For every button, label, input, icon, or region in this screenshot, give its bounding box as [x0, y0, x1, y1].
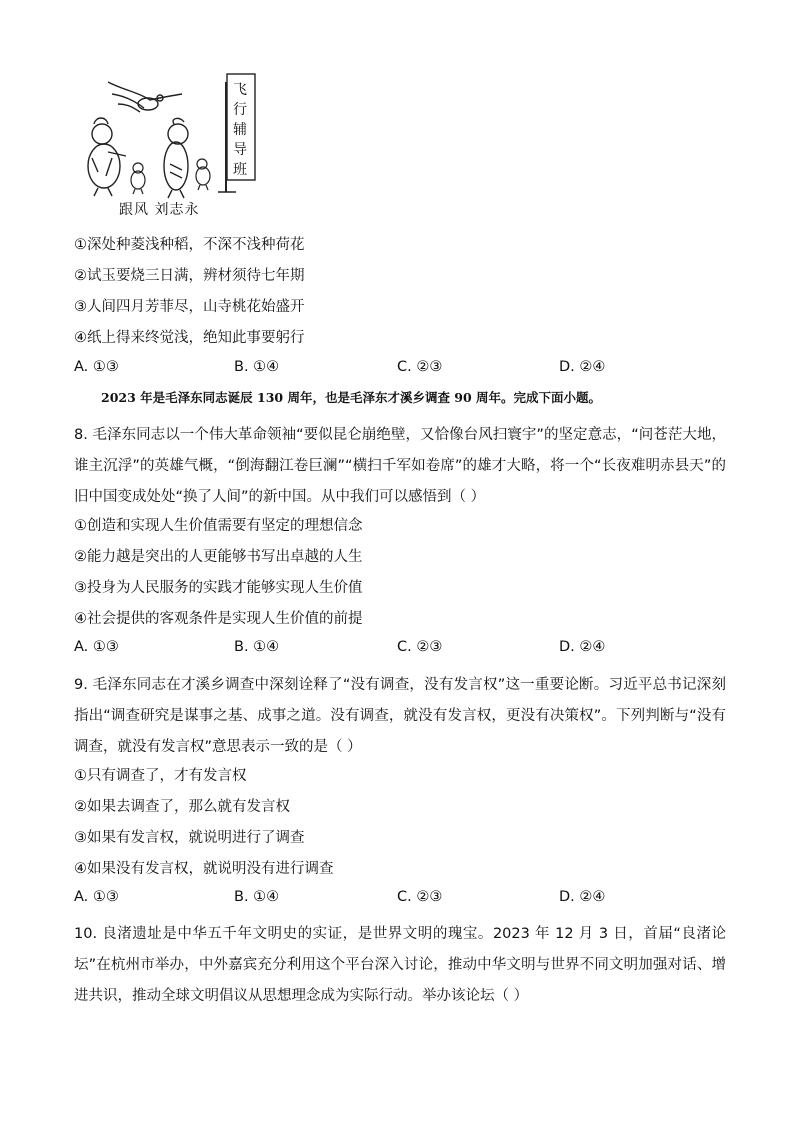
- q9-stem: 9. 毛泽东同志在才溪乡调查中深刻诠释了“没有调查，没有发言权”这一重要论断。习近平总书记深刻指出“调查研究是谋事之基、成事之道。没有调查，就没有发言权，更没有决策权”。下列判断与“没有调查，就没有发言权”意思表示一致的是（ ）: [74, 677, 726, 755]
- cartoon-sign-text: 飞行辅导班: [233, 82, 247, 178]
- q8-statement-1: ①创造和实现人生价值需要有坚定的理想信念: [74, 518, 363, 534]
- q8-stem: 8. 毛泽东同志以一个伟大革命领袖“要似昆仑崩绝壁，又恰像台风扫寰宇”的坚定意志，“问苍茫大地，谁主沉浮”的英雄气概，“倒海翻江卷巨澜”“横扫千军如卷席”的雄才大略，将一个“长夜难明赤县天”的旧中国变成处处“换了人间”的新中国。从中我们可以感悟到（ ）: [74, 427, 726, 505]
- q7-statement-2: ②试玉要烧三日满，辨材须待七年期: [74, 268, 305, 284]
- q8-statement-4: ④社会提供的客观条件是实现人生价值的前提: [74, 611, 363, 627]
- q7-option-d[interactable]: D. ②④: [559, 359, 606, 375]
- q9-options: [74, 889, 634, 909]
- q7-option-c[interactable]: C. ②③: [397, 359, 443, 375]
- rooster-icon: [88, 118, 126, 196]
- q9-option-d[interactable]: D. ②④: [559, 889, 606, 905]
- q8-option-c[interactable]: C. ②③: [397, 639, 443, 655]
- q9-statement-4: ④如果没有发言权，就说明没有进行调查: [74, 861, 334, 877]
- q7-statement-3: ③人间四月芳菲尽，山寺桃花始盛开: [74, 299, 305, 315]
- q8-options: [74, 639, 634, 659]
- q7-statement-4: ④纸上得来终觉浅，绝知此事要躬行: [74, 330, 305, 346]
- section-intro: 2023 年是毛泽东同志诞辰 130 周年，也是毛泽东才溪乡调查 90 周年。完成下面小题。: [101, 390, 602, 405]
- q9-option-a[interactable]: A. ①③: [74, 889, 119, 905]
- q9-option-c[interactable]: C. ②③: [397, 889, 443, 905]
- q8-statement-2: ②能力越是突出的人更能够书写出卓越的人生: [74, 549, 363, 565]
- q7-option-a[interactable]: A. ①③: [74, 359, 119, 375]
- q9-statement-1: ①只有调查了，才有发言权: [74, 768, 247, 784]
- q8-option-b[interactable]: B. ①④: [234, 639, 280, 655]
- parrot-icon: [164, 118, 188, 198]
- flying-bird-icon: [108, 82, 182, 112]
- cartoon-caption: 跟风 刘志永: [119, 202, 200, 218]
- q8-option-d[interactable]: D. ②④: [559, 639, 606, 655]
- q7-options: [74, 359, 634, 379]
- q9-statement-3: ③如果有发言权，就说明进行了调查: [74, 830, 305, 846]
- q9-option-b[interactable]: B. ①④: [234, 889, 280, 905]
- q7-option-b[interactable]: B. ①④: [234, 359, 280, 375]
- q7-statement-1: ①深处种菱浅种稻，不深不浅种荷花: [74, 237, 305, 253]
- q10-stem: 10. 良渚遗址是中华五千年文明史的实证，是世界文明的瑰宝。2023 年 12 月 3 日，首届“良渚论坛”在杭州市举办，中外嘉宾充分利用这个平台深入讨论，推动中华文明与世界不同文明加强对话、增进共识，推动全球文明倡议从思想理念成为实际行动。举办该论坛（ ）: [74, 926, 726, 1004]
- q8-statement-3: ③投身为人民服务的实践才能够实现人生价值: [74, 580, 363, 596]
- q9-statement-2: ②如果去调查了，那么就有发言权: [74, 799, 290, 815]
- q8-option-a[interactable]: A. ①③: [74, 639, 119, 655]
